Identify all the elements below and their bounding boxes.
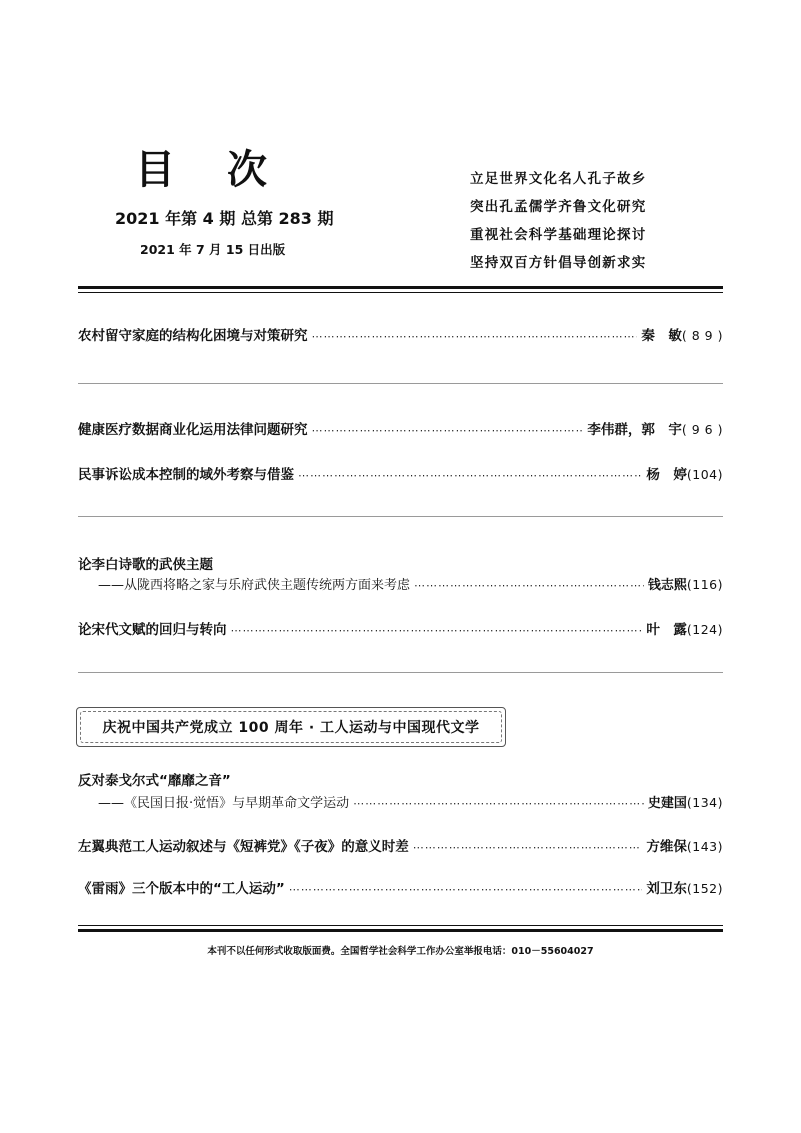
- leader-dots: [353, 797, 644, 810]
- entry-author: 刘卫东: [646, 881, 687, 897]
- toc-entry-subtitle[interactable]: [98, 792, 723, 811]
- entry-page: (124): [686, 622, 723, 637]
- page-title: [135, 138, 267, 195]
- entry-subtitle: ——从陇西将略之家与乐府武侠主题传统两方面来考虑: [98, 578, 411, 593]
- entry-title: 左翼典范工人运动叙述与《短裤党》《子夜》的意义时差: [78, 839, 409, 855]
- entry-author: 方维保: [646, 839, 687, 855]
- entry-page: ( 8 9 ): [681, 328, 723, 343]
- entry-author: 秦 敏: [641, 328, 682, 344]
- motto-line: 突出孔孟儒学齐鲁文化研究: [470, 199, 647, 215]
- entry-author: 叶 露: [646, 622, 687, 638]
- bottom-rule-thin: [78, 925, 723, 926]
- leader-dots: [312, 330, 638, 343]
- entry-author: 钱志熙: [647, 578, 687, 593]
- top-rule-thin: [78, 292, 723, 293]
- entry-page: (152): [686, 881, 723, 896]
- entry-page: ( 9 6 ): [681, 422, 723, 437]
- leader-dots: [312, 424, 584, 437]
- banner-text: 庆祝中国共产党成立 100 周年 · 工人运动与中国现代文学: [80, 711, 502, 743]
- toc-entry[interactable]: [78, 324, 723, 344]
- section-divider: [78, 672, 723, 673]
- issue-number: 2021 年第 4 期 总第 283 期: [115, 209, 334, 228]
- entry-author: 史建国: [647, 796, 687, 811]
- entry-page: (116): [686, 577, 723, 592]
- entry-heading[interactable]: 反对泰戈尔式“靡靡之音”: [78, 773, 231, 789]
- leader-dots: [414, 579, 644, 592]
- toc-entry-subtitle[interactable]: [98, 574, 723, 593]
- entry-page: (143): [686, 839, 723, 854]
- toc-entry[interactable]: [78, 618, 723, 638]
- leader-dots: [413, 841, 643, 854]
- entry-page: (104): [686, 467, 723, 482]
- entry-subtitle: ——《民国日报·觉悟》与早期革命文学运动: [98, 796, 350, 811]
- special-column-banner: [76, 707, 506, 747]
- footer-notice: 本刊不以任何形式收取版面费。全国哲学社会科学工作办公室举报电话：010－55604027: [207, 946, 594, 957]
- motto-line: 立足世界文化名人孔子故乡: [470, 171, 647, 187]
- bottom-rule-thick: [78, 929, 723, 932]
- section-divider: [78, 516, 723, 517]
- motto-line: 重视社会科学基础理论探讨: [470, 227, 647, 243]
- entry-author: 李伟群，郭 宇: [587, 422, 682, 438]
- entry-title: 论宋代文赋的回归与转向: [78, 622, 227, 638]
- section-divider: [78, 383, 723, 384]
- toc-entry[interactable]: [78, 835, 723, 855]
- entry-page: (134): [686, 795, 723, 810]
- leader-dots: [298, 469, 642, 482]
- toc-entry[interactable]: [78, 877, 723, 897]
- entry-title: 《雷雨》三个版本中的“工人运动”: [78, 881, 285, 897]
- publish-date: 2021 年 7 月 15 日出版: [140, 242, 286, 257]
- leader-dots: [231, 624, 643, 637]
- entry-author: 杨 婷: [646, 467, 687, 483]
- toc-entry[interactable]: [78, 418, 723, 438]
- entry-title: 民事诉讼成本控制的域外考察与借鉴: [78, 467, 294, 483]
- motto-line: 坚持双百方针倡导创新求实: [470, 255, 647, 271]
- leader-dots: [289, 883, 643, 896]
- entry-title: 农村留守家庭的结构化困境与对策研究: [78, 328, 308, 344]
- toc-entry[interactable]: [78, 463, 723, 483]
- entry-heading[interactable]: 论李白诗歌的武侠主题: [78, 557, 213, 573]
- title-char-1: 目: [135, 147, 175, 193]
- entry-title: 健康医疗数据商业化运用法律问题研究: [78, 422, 308, 438]
- top-rule-thick: [78, 286, 723, 289]
- title-char-2: 次: [227, 147, 267, 193]
